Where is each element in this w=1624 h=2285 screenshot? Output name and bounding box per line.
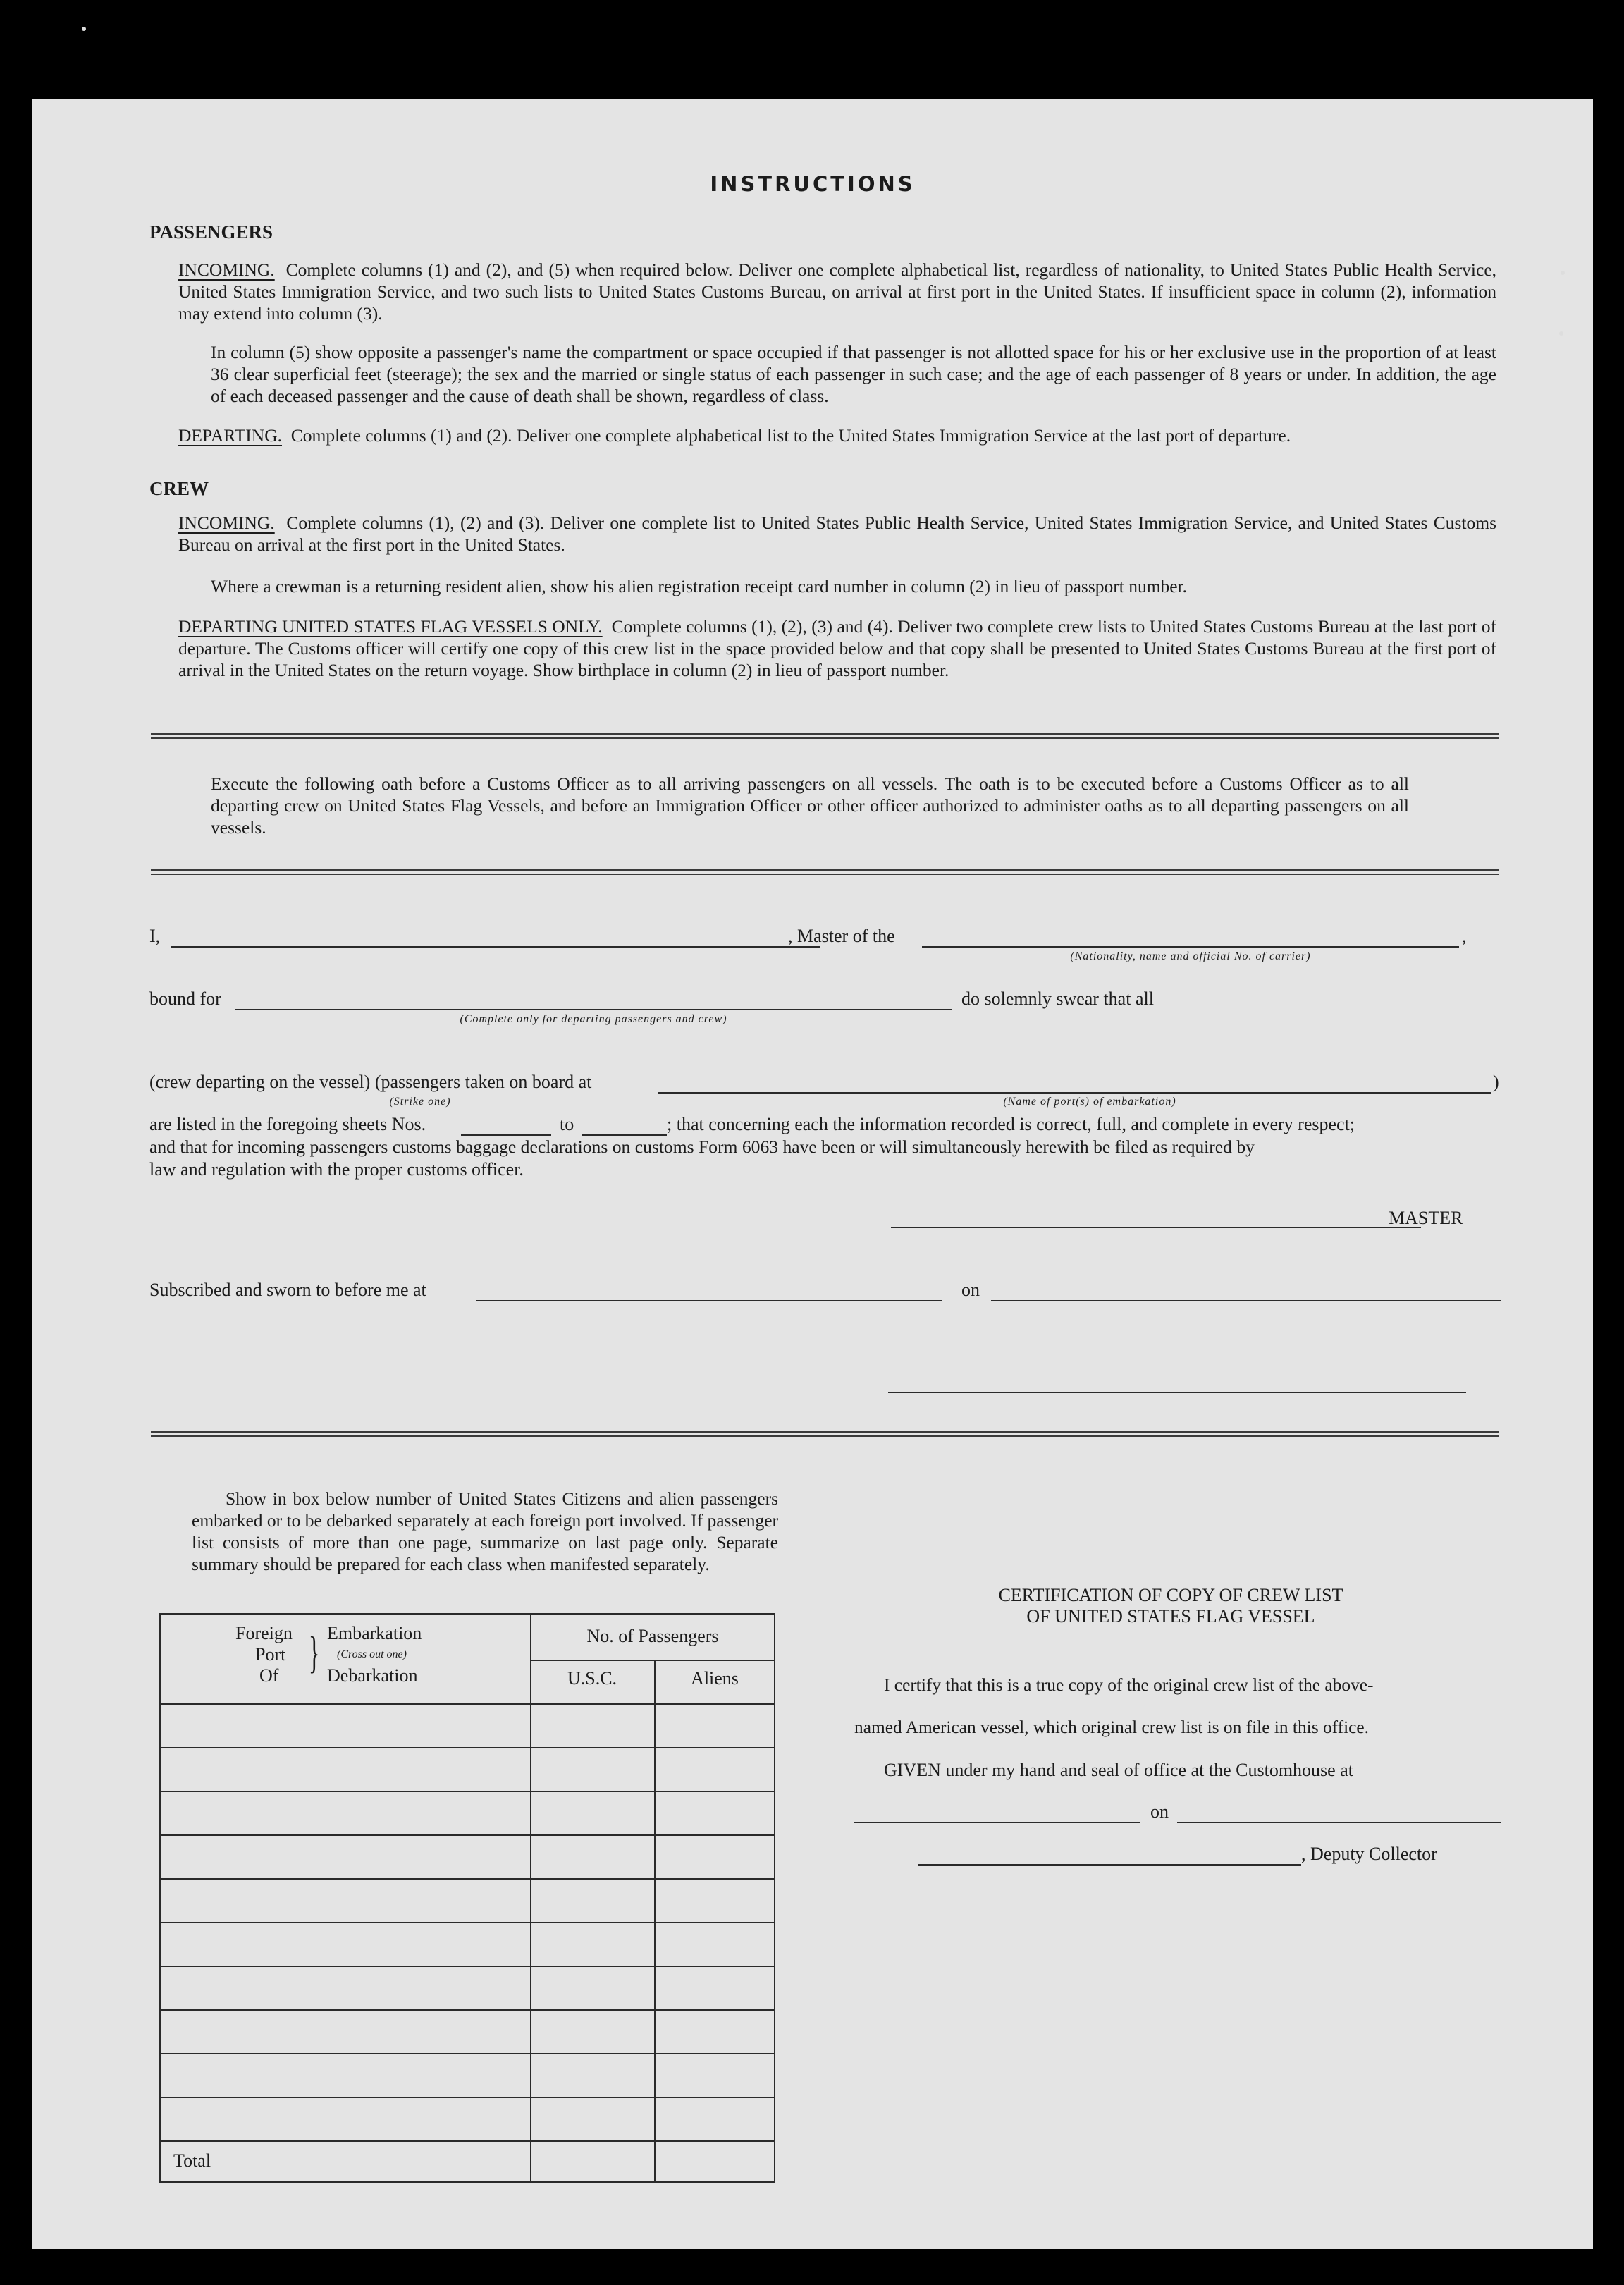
crew-incoming-text: Complete columns (1), (2) and (3). Deliver one complete list to United States Public Health Service, United States Immigration Service, and United States Customs Bureau on arrival at the first port in the United States.	[178, 513, 1497, 555]
table-row-line	[161, 1747, 774, 1748]
table-row-line	[161, 1922, 774, 1923]
deputy-signature-field[interactable]	[918, 1864, 1301, 1866]
col-embarkation-label: Embarkation	[327, 1623, 422, 1643]
master-name-field[interactable]	[171, 946, 820, 948]
passengers-departing-paragraph	[178, 424, 1496, 446]
master-label: MASTER	[1389, 1208, 1463, 1228]
passengers-incoming-lead: INCOMING.	[178, 259, 275, 280]
crew-incoming-paragraph	[178, 512, 1496, 556]
oath-bound-for-label: bound for	[149, 988, 221, 1009]
col-of-label: Of	[259, 1665, 279, 1686]
col-no-passengers-label: No. of Passengers	[586, 1626, 719, 1646]
table-row-line	[161, 1791, 774, 1792]
passengers-departing-lead: DEPARTING.	[178, 425, 282, 446]
oath-listed-in-text: are listed in the foregoing sheets Nos.	[149, 1114, 426, 1134]
sworn-on-label: on	[961, 1280, 980, 1300]
certification-date-field[interactable]	[1177, 1822, 1501, 1823]
scan-speck	[82, 27, 86, 31]
oath-crew-departing-text: (crew departing on the vessel) (passengers taken on board at	[149, 1072, 592, 1092]
summary-instructions: Show in box below number of United States Citizens and alien passengers embarked or to be debarked separately at each foreign port involved. If passenger list consists of more than one page, summarize on last page only. Separate summary should be prepared for each class when manifested separately.	[192, 1488, 778, 1574]
table-row-line	[161, 1703, 774, 1705]
certification-line2: named American vessel, which original crew list is on file in this office.	[854, 1717, 1370, 1737]
passenger-summary-table	[159, 1613, 775, 2183]
oath-i-label: I,	[149, 926, 161, 946]
nationality-note: (Nationality, name and official No. of carrier)	[1070, 950, 1311, 962]
passengers-incoming-text: Complete columns (1) and (2), and (5) when required below. Deliver one complete alphabetical list, regardless of nationality, to United States Public Health Service, United States Immigration Service, and two such lists to United States Customs Bureau, on arrival at first port in the United States. If insufficient space in column (2), information may extend into column (3).	[178, 259, 1497, 324]
oath-swear-text: do solemnly swear that all	[961, 988, 1154, 1009]
instructions-title: INSTRUCTIONS	[710, 172, 916, 196]
scan-speck	[1559, 331, 1563, 336]
col-aliens-label: Aliens	[691, 1668, 739, 1689]
certification-line3: GIVEN under my hand and seal of office at the Customhouse at	[884, 1760, 1353, 1780]
table-row-line	[161, 1878, 774, 1880]
divider	[151, 1431, 1499, 1437]
passengers-column5-paragraph: In column (5) show opposite a passenger's name the compartment or space occupied if that passenger is not allotted space for his or her exclusive use in the proportion of at least 36 clear superficial feet (steerage); the sex and the married or single status of each passenger in such case; and the age of each passenger of 8 years or under. In addition, the age of each deceased passenger and the cause of death shall be shown, regardless of class.	[211, 342, 1496, 406]
passengers-heading: PASSENGERS	[149, 221, 273, 243]
col-usc-label: U.S.C.	[567, 1668, 617, 1689]
total-label: Total	[173, 2150, 211, 2171]
table-row-line	[161, 2140, 774, 2142]
oath-master-of-label: , Master of the	[788, 926, 895, 946]
crew-flag-text: Complete columns (1), (2), (3) and (4). Deliver two complete crew lists to United States Customs Bureau at the last port of departure. The Customs officer will certify one copy of this crew list in the space provided below and that copy shall be presented to United States Customs Bureau at the first port of arrival in the United States on the return voyage. Show birthplace in column (2) in lieu of passport number.	[178, 616, 1496, 680]
oath-intro-paragraph: Execute the following oath before a Customs Officer as to all arriving passengers on all vessels. The oath is to be executed before a Customs Officer as to all departing crew on United States Flag Vessels, and before an Immigration Officer or other officer authorized to administer oaths as to all departing passengers on all vessels.	[211, 773, 1409, 838]
oath-rest-line3: law and regulation with the proper customs officer.	[149, 1159, 524, 1180]
col-debarkation-label: Debarkation	[327, 1665, 418, 1686]
sheet-from-field[interactable]	[461, 1134, 551, 1136]
departing-note: (Complete only for departing passengers and crew)	[460, 1013, 727, 1025]
crew-flag-paragraph	[178, 615, 1496, 681]
table-column-divider	[654, 1660, 656, 2181]
certification-heading-line1: CERTIFICATION OF COPY OF CREW LIST	[998, 1585, 1343, 1605]
divider	[151, 869, 1499, 875]
col-cross-out-note: (Cross out one)	[337, 1648, 407, 1660]
officer-signature-field[interactable]	[888, 1392, 1466, 1393]
master-signature-field[interactable]	[891, 1227, 1421, 1228]
crew-incoming-lead: INCOMING.	[178, 513, 275, 533]
form-sheet	[32, 99, 1593, 2249]
crew-resident-paragraph: Where a crewman is a returning resident alien, show his alien registration receipt card number in column (2) in lieu of passport number.	[211, 576, 1188, 596]
embarkation-port-field[interactable]	[658, 1092, 1491, 1094]
oath-rest-line1: ; that concerning each the information recorded is correct, full, and complete in every respect;	[667, 1114, 1355, 1134]
oath-close-paren: )	[1493, 1072, 1499, 1092]
sworn-date-field[interactable]	[991, 1300, 1501, 1301]
table-row-line	[161, 2053, 774, 2054]
ports-note: (Name of port(s) of embarkation)	[1003, 1096, 1176, 1108]
certification-line1: I certify that this is a true copy of the original crew list of the above-	[884, 1675, 1374, 1695]
table-row-line	[161, 1966, 774, 1967]
oath-to-label: to	[560, 1114, 574, 1134]
strike-one-note: (Strike one)	[389, 1096, 451, 1108]
carrier-field[interactable]	[922, 946, 1459, 948]
scan-speck	[1561, 271, 1565, 275]
destination-field[interactable]	[235, 1009, 952, 1010]
deputy-collector-label: , Deputy Collector	[1301, 1844, 1437, 1864]
col-port-label: Port	[255, 1644, 286, 1665]
passengers-incoming-paragraph	[178, 259, 1496, 324]
crew-flag-lead: DEPARTING UNITED STATES FLAG VESSELS ONLY.	[178, 616, 603, 637]
crew-heading: CREW	[149, 478, 209, 499]
brace-icon: }	[309, 1627, 320, 1677]
passengers-departing-text: Complete columns (1) and (2). Deliver one complete alphabetical list to the United States Immigration Service at the last port of departure.	[290, 425, 1291, 446]
certification-heading-line2: OF UNITED STATES FLAG VESSEL	[1026, 1606, 1315, 1627]
divider	[151, 733, 1499, 739]
table-row-line	[161, 2009, 774, 2011]
sheet-to-field[interactable]	[582, 1134, 667, 1136]
subscribed-label: Subscribed and sworn to before me at	[149, 1280, 426, 1300]
customhouse-place-field[interactable]	[854, 1822, 1140, 1823]
sworn-place-field[interactable]	[476, 1300, 942, 1301]
oath-rest-line2: and that for incoming passengers customs baggage declarations on customs Form 6063 have been or will simultaneously herewith be filed as required by	[149, 1137, 1255, 1157]
certification-on-label: on	[1150, 1801, 1169, 1822]
table-row-line	[161, 2097, 774, 2098]
table-row-line	[161, 1834, 774, 1836]
table-header-divider	[530, 1660, 774, 1661]
oath-comma: ,	[1462, 926, 1467, 946]
col-foreign-label: Foreign	[235, 1623, 293, 1643]
